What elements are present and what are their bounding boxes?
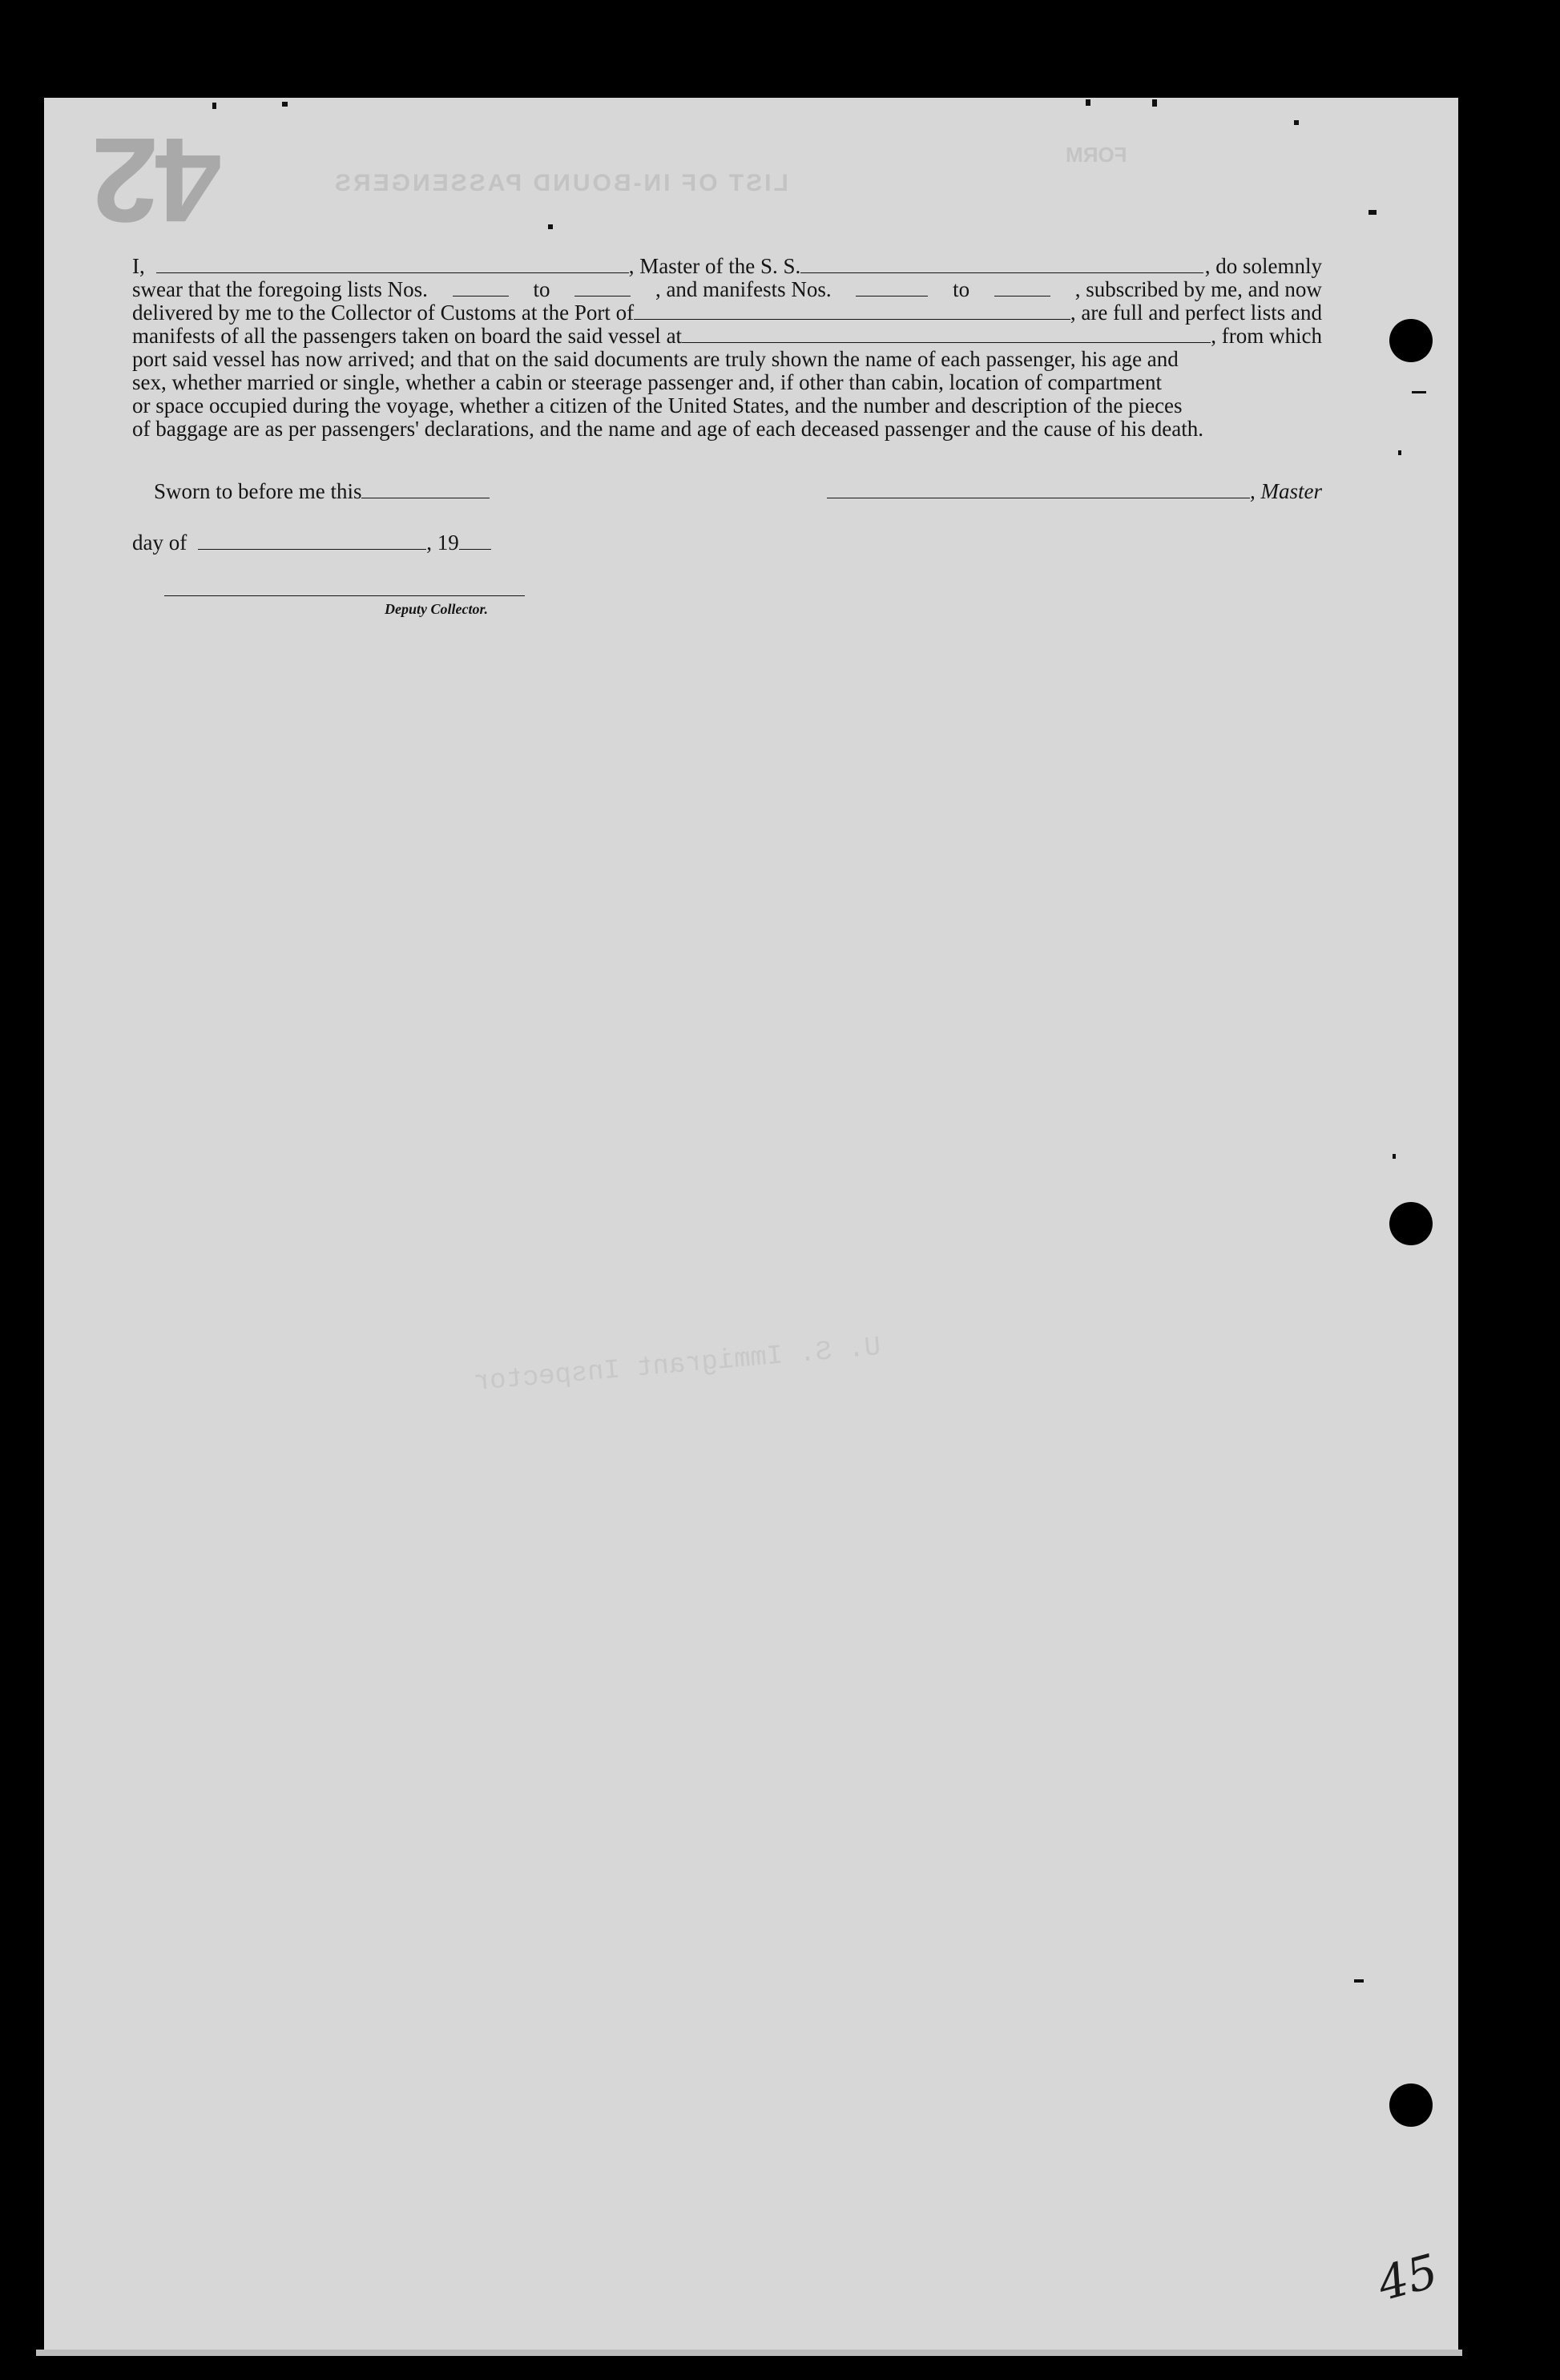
month-field[interactable]	[198, 533, 426, 550]
ink-speck	[548, 224, 553, 229]
declaration-text: to	[533, 277, 550, 301]
declaration-line-7	[132, 394, 1322, 418]
bleed-through-inspector-stamp: U. S. Immigrant Inspector	[472, 1332, 882, 1399]
embarkation-port-field[interactable]	[682, 326, 1211, 343]
declaration-text: port said vessel has now arrived; and that on the said documents are truly shown the name of each passenger, his age and	[132, 347, 1179, 371]
ink-speck	[1152, 99, 1157, 107]
declaration-text: swear that the foregoing lists Nos.	[132, 277, 428, 301]
master-label: , Master	[1250, 479, 1322, 503]
declaration-line-4	[132, 325, 1322, 348]
declaration-line-1	[132, 255, 1322, 278]
declaration-text: , subscribed by me, and now	[1074, 277, 1322, 301]
day-of-label: day of	[132, 530, 187, 555]
ink-speck	[1369, 210, 1377, 215]
port-field[interactable]	[634, 303, 1070, 320]
date-row	[132, 530, 1322, 555]
declaration-text: , from which	[1211, 324, 1322, 348]
ink-speck	[1398, 450, 1401, 455]
ship-name-field[interactable]	[800, 256, 1203, 273]
manifest-to-field[interactable]	[994, 280, 1050, 296]
punch-hole	[1389, 1202, 1433, 1245]
manifest-from-field[interactable]	[856, 280, 928, 296]
declaration-text: , and manifests Nos.	[655, 277, 832, 301]
ink-speck	[1086, 99, 1090, 106]
ink-speck	[1294, 120, 1299, 125]
declaration-text: delivered by me to the Collector of Customs at the Port of	[132, 301, 635, 325]
declaration-text: , do solemnly	[1204, 254, 1322, 278]
stamped-page-number: 42	[95, 113, 222, 248]
year-field[interactable]	[459, 533, 491, 550]
list-to-field[interactable]	[574, 280, 631, 296]
sheet-bottom-edge	[36, 2350, 1462, 2356]
sworn-row	[132, 479, 1322, 504]
punch-hole	[1389, 319, 1433, 362]
declaration-line-3	[132, 301, 1322, 325]
declaration-text: to	[953, 277, 970, 301]
deputy-collector-label: Deputy Collector.	[385, 601, 488, 617]
declaration-text: , are full and perfect lists and	[1070, 301, 1322, 325]
declaration-line-5	[132, 348, 1322, 371]
master-signature-field[interactable]	[827, 482, 1250, 498]
declaration-line-6	[132, 371, 1322, 394]
ink-speck	[212, 103, 216, 109]
sworn-day-field[interactable]	[361, 482, 490, 498]
year-label: , 19	[426, 530, 459, 555]
ink-speck	[1393, 1154, 1396, 1159]
handwritten-note: 45	[1372, 2243, 1444, 2312]
punch-hole	[1389, 2084, 1433, 2127]
declaration-text: or space occupied during the voyage, whether a citizen of the United States, and the number and description of the pieces	[132, 393, 1183, 418]
declaration-text: I,	[132, 254, 145, 278]
bleed-through-title: LIST OF IN-BOUND PASSENGERS	[333, 170, 788, 196]
ink-speck	[1354, 1979, 1364, 1983]
bleed-through-form-label: FORM	[1066, 143, 1127, 167]
declaration-text: , Master of the S. S.	[628, 254, 801, 278]
list-from-field[interactable]	[453, 280, 509, 296]
ink-mark	[1412, 391, 1426, 393]
master-name-field[interactable]	[156, 256, 629, 273]
ink-speck	[282, 102, 288, 107]
declaration-text: of baggage are as per passengers' declarations, and the name and age of each deceased passenger and the cause of his death.	[132, 417, 1204, 441]
declaration-line-2	[132, 278, 1322, 301]
oath-declaration	[132, 255, 1322, 441]
sworn-label: Sworn to before me this	[154, 479, 362, 503]
declaration-line-8	[132, 418, 1322, 441]
declaration-text: sex, whether married or single, whether a cabin or steerage passenger and, if other than cabin, location of compartment	[132, 370, 1163, 394]
declaration-text: manifests of all the passengers taken on board the said vessel at	[132, 324, 683, 348]
deputy-signature-field[interactable]	[164, 595, 525, 596]
